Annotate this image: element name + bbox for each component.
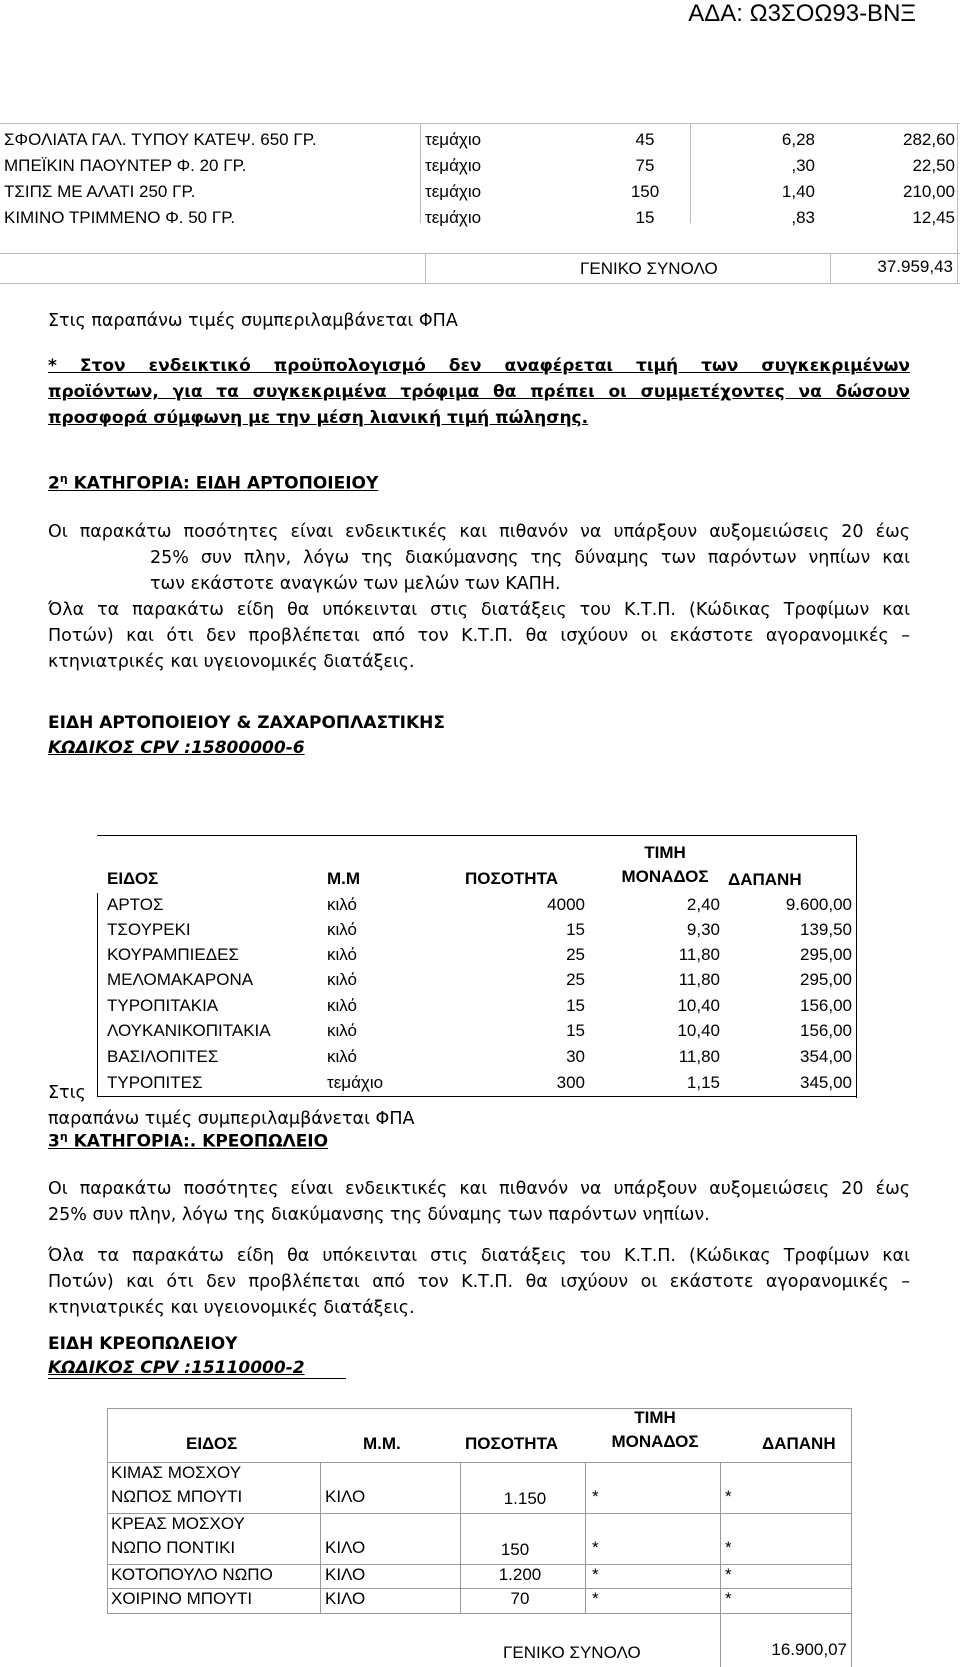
row-qty: 150 <box>500 1540 530 1559</box>
row-cost: 156,00 <box>800 1021 852 1040</box>
item-name: ΣΦΟΛΙΑΤΑ ΓΑΛ. ΤΥΠΟΥ ΚΑΤΕΨ. 650 ΓΡ. <box>4 130 317 149</box>
note-line: * Στον ενδεικτικό προϋπολογισμό δεν αναφέρεται τιμή των συγκεκριμένων <box>48 356 910 376</box>
note-line: προϊόντων, για τα συγκεκριμένα τρόφιμα θα πρέπει οι συμμετέχοντες να δώσουν <box>48 382 910 402</box>
category-sup: η <box>59 472 68 485</box>
row-item-line2: ΝΩΠΟ ΠΟΝΤΙΚΙ <box>111 1538 236 1557</box>
row-qty: 30 <box>566 1047 585 1066</box>
item-price: ,30 <box>791 156 815 175</box>
item-name: ΜΠΕΪΚΙΝ ΠΑΟΥΝΤΕΡ Φ. 20 ΓΡ. <box>4 156 247 175</box>
row-price: * <box>592 1565 599 1584</box>
category-heading <box>48 472 378 494</box>
row-item: ΒΑΣΙΛΟΠΙΤΕΣ <box>107 1047 219 1066</box>
row-price: 10,40 <box>677 1021 720 1040</box>
row-price: 2,40 <box>686 895 720 914</box>
col-header-cost: ΔΑΠΑΝΗ <box>728 870 802 889</box>
row-item: ΚΙΜΑΣ ΜΟΣΧΟΥ <box>111 1463 242 1482</box>
row-qty: 1.150 <box>503 1489 547 1508</box>
category-number: 2 <box>48 473 60 494</box>
table-border <box>97 893 98 1096</box>
row-item-line2: ΝΩΠΟΣ ΜΠΟΥΤΙ <box>111 1487 243 1506</box>
section-title: ΕΙΔΗ ΚΡΕΟΠΩΛΕΙΟΥ <box>48 1334 238 1354</box>
item-qty: 75 <box>635 156 655 175</box>
category-title: ΚΑΤΗΓΟΡΙΑ:. ΚΡΕΟΠΩΛΕΙΟ <box>67 1131 329 1152</box>
col-header-unit: Μ.Μ <box>327 869 361 888</box>
col-header-cost: ΔΑΠΑΝΗ <box>762 1434 836 1453</box>
row-qty: 15 <box>566 920 585 939</box>
vat-note-rest: παραπάνω τιμές συμπεριλαμβάνεται ΦΠΑ <box>48 1109 415 1129</box>
row-unit: ΚΙΛΟ <box>325 1538 366 1557</box>
row-qty: 300 <box>556 1073 585 1092</box>
col-divider <box>851 1408 852 1613</box>
grand-total-value: 16.900,07 <box>771 1640 847 1659</box>
category-title: ΚΑΤΗΓΟΡΙΑ: ΕΙΔΗ ΑΡΤΟΠΟΙΕΙΟΥ <box>67 473 379 494</box>
row-qty: 25 <box>566 970 585 989</box>
paragraph-line: 25% συν πλην, λόγω της διακύμανσης της δύναμης των παρόντων νηπίων. <box>48 1205 710 1225</box>
table-border <box>97 1096 857 1097</box>
row-item: ΚΟΥΡΑΜΠΙΕΔΕΣ <box>107 945 239 964</box>
table-border <box>97 835 857 836</box>
row-price: 11,80 <box>678 945 720 964</box>
cpv-underline <box>48 1378 346 1379</box>
paragraph-line: Ποτών) και ότι δεν προβλέπεται από τον Κ.Τ.Π. θα ισχύουν οι εκάστοτε αγορανομικές – <box>48 1272 910 1292</box>
row-unit: κιλό <box>327 895 357 914</box>
item-unit: τεμάχιο <box>425 130 482 149</box>
item-total: 210,00 <box>903 182 955 201</box>
item-unit: τεμάχιο <box>425 208 482 227</box>
row-unit: ΚΙΛΟ <box>325 1589 366 1608</box>
col-header-item: ΕΙΔΟΣ <box>107 869 159 888</box>
row-cost: 295,00 <box>800 970 852 989</box>
grand-total-label: ΓΕΝΙΚΟ ΣΥΝΟΛΟ <box>503 1643 641 1662</box>
row-item: ΚΟΤΟΠΟΥΛΟ ΝΩΠΟ <box>111 1565 273 1584</box>
grand-total-label: ΓΕΝΙΚΟ ΣΥΝΟΛΟ <box>580 259 718 278</box>
row-unit: κιλό <box>327 996 357 1015</box>
paragraph-line: Όλα τα παρακάτω είδη θα υπόκεινται στις διατάξεις του Κ.Τ.Π. (Κώδικας Τροφίμων και <box>48 1246 910 1266</box>
col-header-item: ΕΙΔΟΣ <box>186 1434 238 1453</box>
paragraph-line: Οι παρακάτω ποσότητες είναι ενδεικτικές και πιθανόν να υπάρξουν αυξομειώσεις 20 έως <box>48 522 910 542</box>
row-price: 11,80 <box>678 970 720 989</box>
col-divider <box>425 253 426 283</box>
item-qty: 150 <box>630 182 660 201</box>
row-price: * <box>592 1589 599 1608</box>
category-sup: η <box>59 1130 68 1143</box>
row-item: ΛΟΥΚΑΝΙΚΟΠΙΤΑΚΙΑ <box>107 1021 271 1040</box>
row-unit: ΚΙΛΟ <box>325 1565 366 1584</box>
row-unit: τεμάχιο <box>327 1073 384 1092</box>
section-title: ΕΙΔΗ ΑΡΤΟΠΟΙΕΙΟΥ & ΖΑΧΑΡΟΠΛΑΣΤΙΚΗΣ <box>48 713 446 733</box>
table-row <box>0 127 960 153</box>
row-qty: 70 <box>510 1589 530 1608</box>
row-price: 11,80 <box>678 1047 720 1066</box>
row-divider <box>107 1613 852 1614</box>
item-price: ,83 <box>791 208 815 227</box>
col-header-qty: ΠΟΣΟΤΗΤΑ <box>465 1434 558 1453</box>
item-total: 282,60 <box>903 130 955 149</box>
row-cost: * <box>725 1565 732 1584</box>
row-item: ΤΥΡΟΠΙΤΕΣ <box>107 1073 203 1092</box>
row-item: ΚΡΕΑΣ ΜΟΣΧΟΥ <box>111 1514 245 1533</box>
row-qty: 15 <box>566 1021 585 1040</box>
paragraph-line: Όλα τα παρακάτω είδη θα υπόκεινται στις διατάξεις του Κ.Τ.Π. (Κώδικας Τροφίμων και <box>48 600 910 620</box>
row-cost: 295,00 <box>800 945 852 964</box>
col-header-price-bottom: ΜΟΝΑΔΟΣ <box>611 1432 699 1451</box>
row-unit: κιλό <box>327 920 357 939</box>
row-cost: 156,00 <box>800 996 852 1015</box>
row-cost: * <box>725 1487 732 1506</box>
paragraph-line: των εκάστοτε αναγκών των μελών των ΚΑΠΗ. <box>150 574 561 594</box>
row-unit: κιλό <box>327 1021 357 1040</box>
item-price: 6,28 <box>781 130 815 149</box>
item-total: 12,45 <box>912 208 955 227</box>
row-item: ΜΕΛΟΜΑΚΑΡΟΝΑ <box>107 970 254 989</box>
item-name: ΤΣΙΠΣ ΜΕ ΑΛΑΤΙ 250 ΓΡ. <box>4 182 196 201</box>
category-number: 3 <box>48 1131 60 1152</box>
grand-total-value: 37.959,43 <box>877 257 953 276</box>
row-price: * <box>592 1487 599 1506</box>
row-item: ΧΟΙΡΙΝΟ ΜΠΟΥΤΙ <box>111 1589 253 1608</box>
col-header-qty: ΠΟΣΟΤΗΤΑ <box>465 869 558 888</box>
col-divider <box>460 1462 461 1613</box>
paragraph-line: 25% συν πλην, λόγω της διακύμανσης της δύναμης των παρόντων νηπίων και <box>150 548 910 568</box>
row-qty: 4000 <box>547 895 585 914</box>
item-unit: τεμάχιο <box>425 182 482 201</box>
col-divider <box>720 1613 721 1667</box>
row-unit: κιλό <box>327 945 357 964</box>
paragraph-line: κτηνιατρικές και υγειονομικές διατάξεις. <box>48 1298 415 1318</box>
item-price: 1,40 <box>781 182 815 201</box>
row-price: 9,30 <box>686 920 720 939</box>
paragraph-line: Οι παρακάτω ποσότητες είναι ενδεικτικές και πιθανόν να υπάρξουν αυξομειώσεις 20 έως <box>48 1179 910 1199</box>
row-price: * <box>592 1538 599 1557</box>
row-qty: 15 <box>566 996 585 1015</box>
item-unit: τεμάχιο <box>425 156 482 175</box>
table-row <box>0 153 960 179</box>
row-price: 10,40 <box>677 996 720 1015</box>
row-price: 1,15 <box>686 1073 720 1092</box>
vat-note: Στις παραπάνω τιμές συμπεριλαμβάνεται ΦΠΑ <box>48 311 458 331</box>
paragraph-line: Ποτών) και ότι δεν προβλέπεται από τον Κ.Τ.Π. θα ισχύουν οι εκάστοτε αγορανομικές – <box>48 626 910 646</box>
row-unit: ΚΙΛΟ <box>325 1487 366 1506</box>
col-divider <box>830 253 831 283</box>
row-cost: 354,00 <box>800 1047 852 1066</box>
row-unit: κιλό <box>327 970 357 989</box>
row-item: ΑΡΤΟΣ <box>107 895 164 914</box>
row-item: ΤΥΡΟΠΙΤΑΚΙΑ <box>107 996 219 1015</box>
row-divider <box>107 1408 852 1409</box>
col-header-price-top: ΤΙΜΗ <box>634 1408 676 1427</box>
paragraph-line: κτηνιατρικές και υγειονομικές διατάξεις. <box>48 652 415 672</box>
item-qty: 45 <box>635 130 655 149</box>
row-cost: 9.600,00 <box>785 895 852 914</box>
col-divider <box>720 1462 721 1613</box>
vat-note-start: Στις <box>48 1083 86 1103</box>
table-border <box>856 835 857 1098</box>
col-header-price-top: ΤΙΜΗ <box>644 843 686 862</box>
row-cost: 139,50 <box>800 920 852 939</box>
table-row <box>0 205 960 231</box>
row-divider <box>0 123 960 124</box>
row-unit: κιλό <box>327 1047 357 1066</box>
row-qty: 1.200 <box>498 1565 542 1584</box>
col-divider <box>585 1462 586 1613</box>
table-row <box>0 179 960 205</box>
col-divider <box>107 1408 108 1613</box>
col-header-unit: Μ.Μ. <box>363 1434 401 1453</box>
ada-code: ΑΔΑ: Ω3ΣΟΩ93-ΒΝΞ <box>688 0 916 27</box>
item-qty: 15 <box>635 208 655 227</box>
row-cost: * <box>725 1589 732 1608</box>
row-qty: 25 <box>566 945 585 964</box>
category-heading <box>48 1130 328 1152</box>
col-divider <box>320 1462 321 1613</box>
col-header-price-bottom: ΜΟΝΑΔΟΣ <box>621 867 709 886</box>
row-cost: * <box>725 1538 732 1557</box>
row-item: ΤΣΟΥΡΕΚΙ <box>107 920 191 939</box>
cpv-code: ΚΩΔΙΚΟΣ CPV :15800000-6 <box>48 738 305 758</box>
row-divider <box>0 283 960 284</box>
item-total: 22,50 <box>912 156 955 175</box>
item-name: ΚΙΜΙΝΟ ΤΡΙΜΜΕΝΟ Φ. 50 ΓΡ. <box>4 208 236 227</box>
note-line: προσφορά σύμφωνη με την μέση λιανική τιμή πώλησης. <box>48 408 589 428</box>
col-divider <box>851 1613 852 1667</box>
row-cost: 345,00 <box>800 1073 852 1092</box>
row-divider <box>0 253 960 254</box>
cpv-code: ΚΩΔΙΚΟΣ CPV :15110000-2 <box>48 1358 305 1378</box>
